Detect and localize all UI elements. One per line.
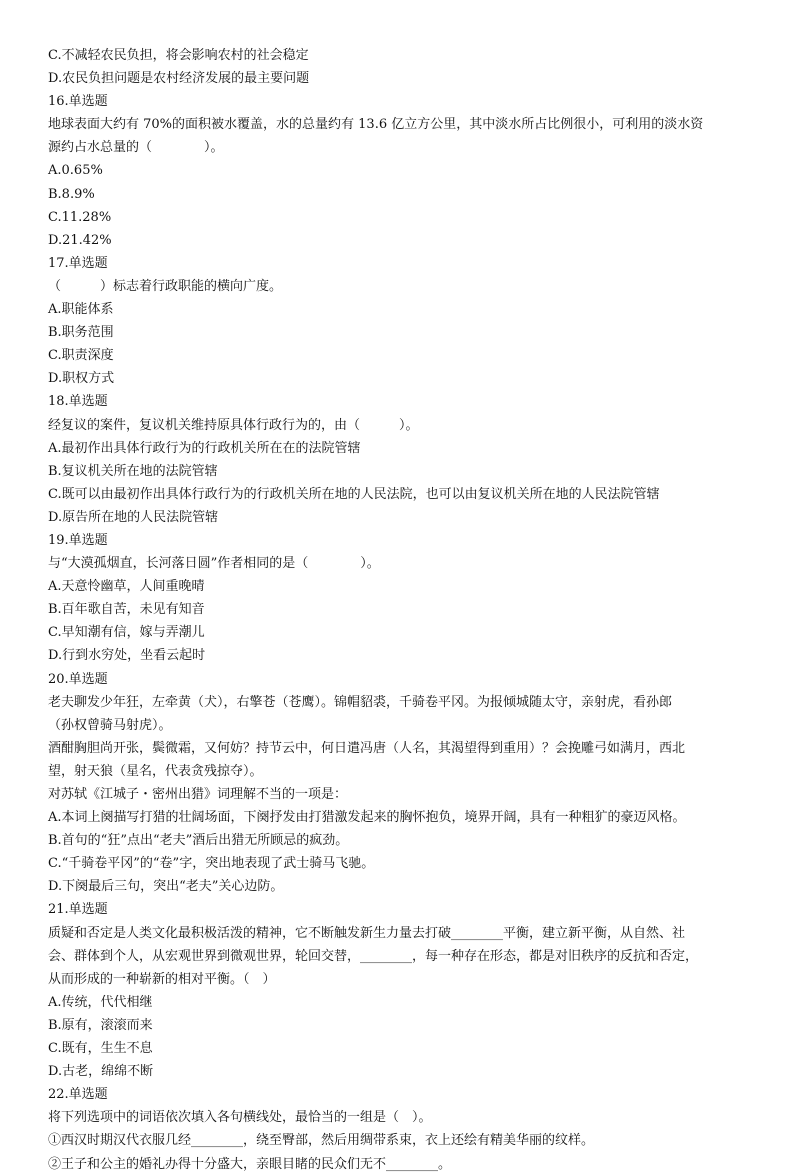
option-c: C.既可以由最初作出具体行政行为的行政机关所在地的人民法院，也可以由复议机关所在地的人民法院管辖	[48, 486, 660, 502]
option-c: C.11.28%	[48, 209, 112, 225]
question-text: 与“大漠孤烟直，长河落日圆”作者相同的是（ ）。	[48, 556, 380, 572]
poem-text: 老夫聊发少年狂，左牵黄（犬），右擎苍（苍鹰）。锦帽貂裘，千骑卷平冈。为报倾城随太守，亲射虎，看孙郎	[48, 694, 673, 710]
question-header: 16.单选题	[48, 94, 108, 110]
question-text: （ ）标志着行政职能的横向广度。	[48, 278, 283, 294]
option-d: D.21.42%	[48, 232, 112, 248]
option-b: B.职务范围	[48, 325, 114, 341]
question-header: 21.单选题	[48, 902, 108, 918]
option-d: D.下阕最后三句，突出“老夫”关心边防。	[48, 879, 284, 895]
question-text: 将下列选项中的词语依次填入各句横线处，最恰当的一组是（ ）。	[48, 1110, 432, 1126]
option-d: D.农民负担问题是农村经济发展的最主要问题	[48, 71, 310, 87]
option-b: B.百年歌自苦，未见有知音	[48, 602, 205, 618]
poem-text: （孙权曾骑马射虎）。	[48, 717, 172, 733]
option-d: D.古老，绵绵不断	[48, 1064, 154, 1080]
question-text: 地球表面大约有 70%的面积被水覆盖，水的总量约有 13.6 亿立方公里，其中淡水所占比例很小，可利用的淡水资	[48, 117, 704, 133]
question-text: 从而形成的一种崭新的相对平衡。（ ）	[48, 971, 276, 987]
question-text: 对苏轼《江城子・密州出猎》词理解不当的一项是：	[48, 787, 348, 802]
option-c: C.早知潮有信，嫁与弄潮儿	[48, 625, 205, 641]
question-header: 22.单选题	[48, 1087, 108, 1103]
option-c: C.不减轻农民负担，将会影响农村的社会稳定	[48, 48, 309, 63]
poem-text: 望，射天狼（星名，代表贪残掠夺）。	[48, 763, 263, 779]
option-a: A.传统，代代相继	[48, 994, 153, 1010]
option-b: B.8.9%	[48, 186, 95, 202]
question-header: 17.单选题	[48, 255, 108, 271]
option-a: A.职能体系	[48, 302, 114, 318]
option-c: C.既有，生生不息	[48, 1041, 153, 1057]
option-a: A.本词上阕描写打猎的壮阔场面，下阕抒发由打猎激发起来的胸怀抱负，境界开阔，具有一种粗犷的豪迈风格。	[48, 810, 686, 826]
option-b: B.首句的“狂”点出“老夫”酒后出猎无所顾忌的疯劲。	[48, 833, 349, 849]
option-b: B.复议机关所在地的法院管辖	[48, 463, 218, 479]
option-a: A.最初作出具体行政行为的行政机关所在在的法院管辖	[48, 440, 361, 456]
option-a: A.天意怜幽草，人间重晚晴	[48, 579, 205, 595]
sentence-item: ②王子和公主的婚礼办得十分盛大，亲眼目睹的民众们无不________。	[48, 1156, 452, 1172]
poem-text: 酒酣胸胆尚开张，鬓微霜，又何妨？持节云中，何日遣冯唐（人名，其渴望得到重用）？会挽雕弓如满月，西北	[48, 740, 686, 756]
sentence-item: ①西汉时期汉代衣服几经________，绕至臀部，然后用绸带系束，衣上还绘有精美华丽的纹样。	[48, 1133, 595, 1149]
option-b: B.原有，滚滚而来	[48, 1017, 153, 1033]
question-text: 质疑和否定是人类文化最积极活泼的精神，它不断触发新生力量去打破________平衡，建立新平衡，从自然、社	[48, 925, 686, 941]
question-text: 经复议的案件，复议机关维持原具体行政行为的，由（ ）。	[48, 417, 419, 433]
option-d: D.行到水穷处，坐看云起时	[48, 648, 206, 664]
option-a: A.0.65%	[48, 163, 103, 179]
question-text: 会、群体到个人，从宏观世界到微观世界，轮回交替，________，每一种存在形态，都是对旧秩序的反抗和否定，	[48, 948, 699, 964]
question-text: 源约占水总量的（ ）。	[48, 140, 224, 156]
document-page	[48, 44, 754, 1176]
question-header: 18.单选题	[48, 394, 108, 410]
option-c: C.职责深度	[48, 348, 114, 364]
option-d: D.职权方式	[48, 371, 115, 387]
question-header: 19.单选题	[48, 532, 108, 548]
option-c: C.“千骑卷平冈”的“卷”字，突出地表现了武士骑马飞驰。	[48, 856, 375, 872]
option-d: D.原告所在地的人民法院管辖	[48, 509, 219, 525]
question-header: 20.单选题	[48, 671, 108, 687]
